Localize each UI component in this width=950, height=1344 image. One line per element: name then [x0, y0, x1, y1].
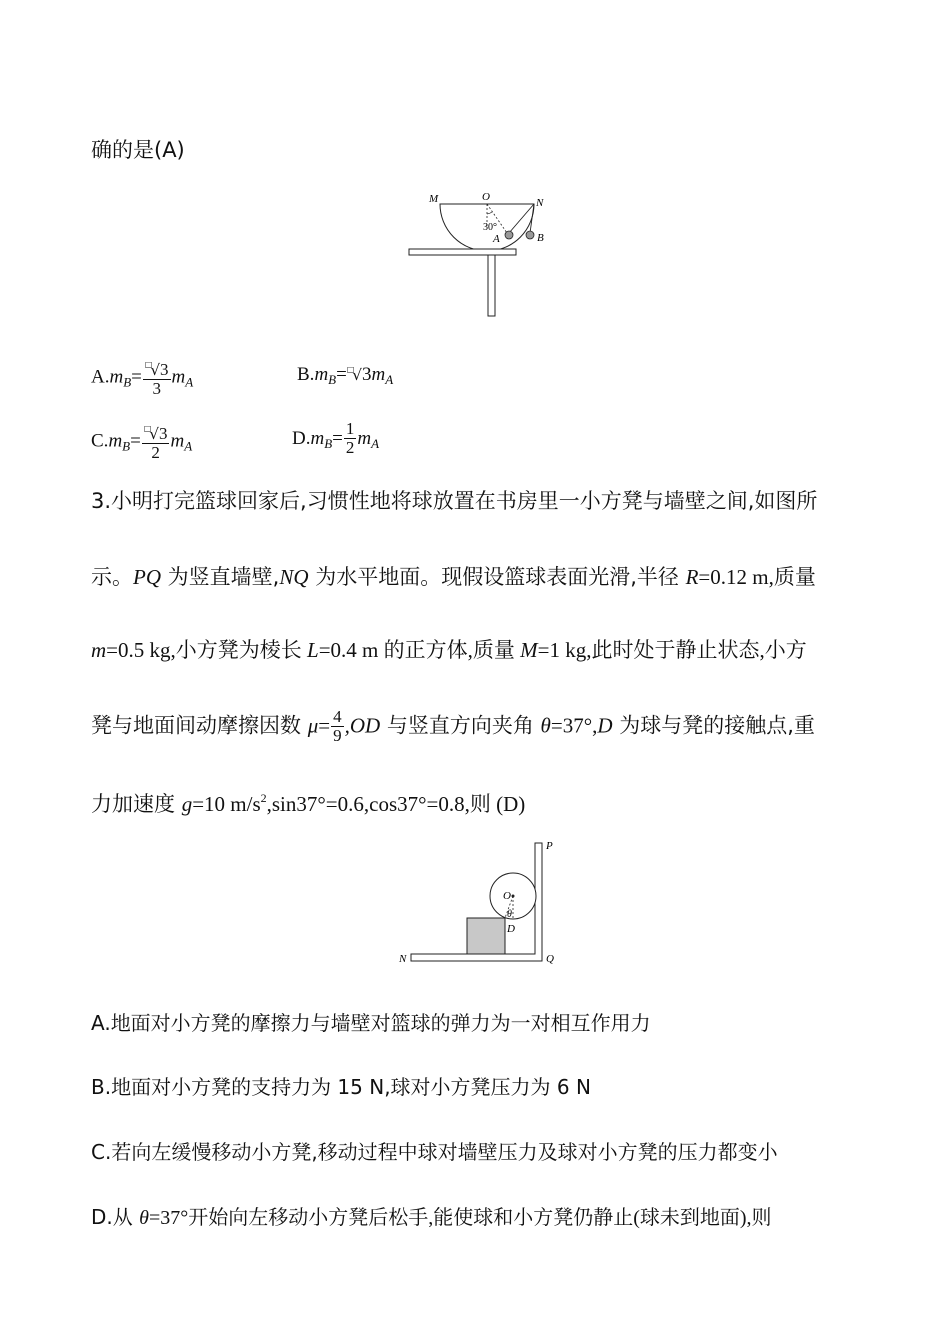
q3-stem-line-3: m=0.5 kg,小方凳为棱长 L=0.4 m 的正方体,质量 M=1 kg,此时处于静止状态,小方: [91, 638, 807, 662]
label-q: Q: [546, 953, 554, 965]
label-o: O: [482, 191, 490, 203]
q3-stem-line-2: 示。PQ 为竖直墙壁,NQ 为水平地面。现假设篮球表面光滑,半径 R=0.12 m,质量: [91, 565, 816, 589]
q2-question-tail: 确的是(A): [91, 138, 185, 162]
q3-option-c[interactable]: C.若向左缓慢移动小方凳,移动过程中球对墙壁压力及球对小方凳的压力都变小: [91, 1140, 778, 1164]
ball-stool-figure: [395, 838, 565, 970]
q3-option-b[interactable]: B.地面对小方凳的支持力为 15 N,球对小方凳压力为 6 N: [91, 1075, 591, 1099]
label-o: O: [503, 890, 511, 902]
fraction: $\frac{1}{2}$: [345, 419, 355, 457]
q2-option-d[interactable]: $D.m_B=$ $\frac{1}{2}$ $m_A$: [292, 419, 380, 457]
label-a: A: [493, 233, 500, 245]
label-p: P: [546, 840, 553, 852]
q3-option-a[interactable]: A.地面对小方凳的摩擦力与墙壁对篮球的弹力为一对相互作用力: [91, 1011, 651, 1035]
root-expr: □√3: [346, 364, 372, 385]
label-b: B: [537, 232, 544, 244]
q2-option-a[interactable]: $A.m_B=$ $\frac{^□√3}{3}$ $m_A$: [91, 356, 193, 398]
label-n: N: [399, 953, 407, 965]
fraction: $\frac{4}{9}$: [333, 707, 342, 745]
ball-a: [505, 231, 513, 239]
stool: [467, 918, 505, 954]
q3-stem-line-5: 力加速度 g=10 $m/s^2,\sin 37^\circ=0.6,\cos 37^\circ=0.8$,则 (D): [91, 791, 526, 816]
fraction: $\frac{^□√3}{2}$: [142, 420, 170, 462]
table-leg: [488, 255, 495, 316]
q3-stem-line-1: 3.小明打完篮球回家后,习惯性地将球放置在书房里一小方凳与墙壁之间,如图所: [91, 489, 818, 513]
q3-stem-line-4: 凳与地面间动摩擦因数 μ= $\frac{4}{9}$ ,OD 与竖直方向夹角 θ=37°,D 为球与凳的接触点,重: [91, 707, 815, 745]
ball-b: [526, 231, 534, 239]
label-m: M: [429, 193, 439, 205]
table-top: [409, 249, 516, 255]
label-angle: 30°: [483, 222, 497, 233]
label-theta: θ: [507, 909, 512, 920]
q2-option-c[interactable]: $C.m_B=$ $\frac{^□√3}{2}$ $m_A$: [91, 420, 192, 462]
bowl-figure: [400, 186, 550, 318]
label-n: N: [536, 197, 544, 209]
fraction: $\frac{^□√3}{3}$: [143, 356, 171, 398]
q2-option-b[interactable]: $B.m_B=^□√3m_A$: [297, 364, 394, 387]
label-d: D: [507, 923, 515, 935]
q3-option-d[interactable]: D.从 θ=37°开始向左移动小方凳后松手,能使球和小方凳仍静止(球未到地面),则: [91, 1205, 772, 1229]
